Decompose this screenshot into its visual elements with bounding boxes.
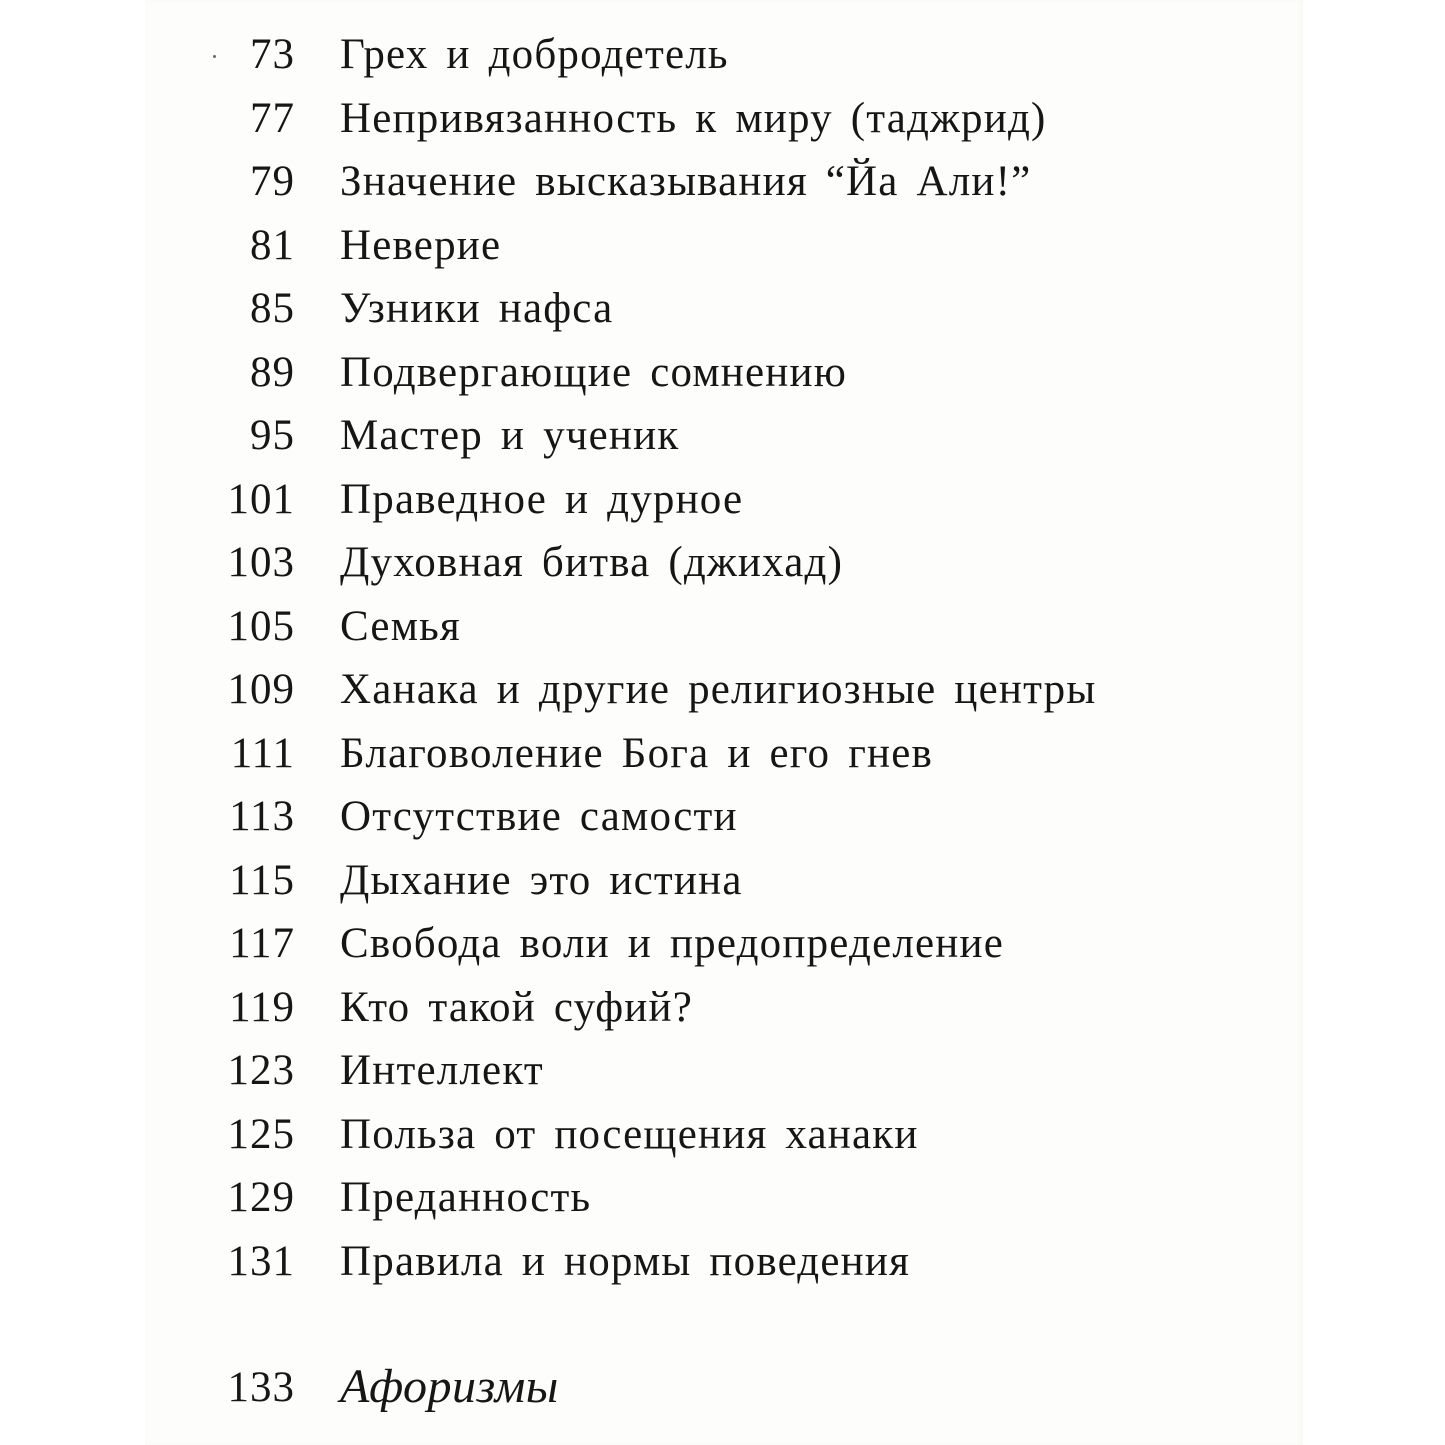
toc-title-italic: Афоризмы xyxy=(340,1360,559,1413)
toc-page-number: 105 xyxy=(227,602,295,650)
toc-entry xyxy=(145,276,1303,340)
toc-page-number: 85 xyxy=(250,285,295,332)
toc-page-number: 103 xyxy=(227,539,295,586)
toc-page-number: 79 xyxy=(250,158,295,205)
toc-entry xyxy=(145,403,1303,467)
toc-title: Мастер и ученик xyxy=(340,412,680,459)
toc-entry xyxy=(145,22,1303,86)
toc-title: Благоволение Бога и его гнев xyxy=(340,729,934,777)
toc-page-number: 115 xyxy=(229,856,295,904)
toc-entry xyxy=(145,784,1303,848)
toc-title: Значение высказывания “Йа Али!” xyxy=(340,158,1032,205)
toc-page-number: 131 xyxy=(227,1237,295,1285)
toc-page-number: 113 xyxy=(229,793,295,840)
toc-title: Грех и добродетель xyxy=(340,31,729,78)
toc-entry xyxy=(145,657,1303,721)
table-of-contents xyxy=(145,22,1303,1419)
toc-page-number: 95 xyxy=(250,412,295,459)
toc-title: Семья xyxy=(340,602,461,650)
toc-title: Неверие xyxy=(340,221,502,269)
toc-entry xyxy=(145,911,1303,975)
toc-page-number: 81 xyxy=(250,221,295,269)
toc-entry xyxy=(145,975,1303,1039)
toc-title: Дыхание это истина xyxy=(340,856,743,904)
toc-entry xyxy=(145,86,1303,150)
toc-title: Подвергающие сомнению xyxy=(340,348,848,396)
toc-page-number: 133 xyxy=(227,1364,295,1411)
toc-title: Преданность xyxy=(340,1174,592,1221)
toc-title: Кто такой суфий? xyxy=(340,983,694,1031)
toc-title: Узники нафса xyxy=(340,285,614,332)
toc-title: Интеллект xyxy=(340,1047,544,1094)
toc-title: Духовная битва (джихад) xyxy=(340,539,844,586)
toc-title: Польза от посещения ханаки xyxy=(340,1110,919,1158)
toc-entry xyxy=(145,848,1303,912)
toc-title: Свобода воли и предопределение xyxy=(340,920,1005,967)
toc-page-number: 119 xyxy=(229,983,295,1031)
toc-entry xyxy=(145,1102,1303,1166)
toc-page-number: 89 xyxy=(250,348,295,396)
toc-entry xyxy=(145,1229,1303,1293)
toc-page-number: 125 xyxy=(227,1110,295,1158)
section-gap xyxy=(145,1292,1303,1355)
toc-page-number: 111 xyxy=(230,729,295,777)
toc-entry xyxy=(145,149,1303,213)
toc-entry xyxy=(145,530,1303,594)
toc-entry xyxy=(145,467,1303,531)
toc-title: Правила и нормы поведения xyxy=(340,1237,911,1285)
toc-page-number: 109 xyxy=(227,666,295,713)
toc-page-number: 123 xyxy=(227,1047,295,1094)
toc-title: Отсутствие самости xyxy=(340,793,738,840)
toc-title: Непривязанность к миру (таджрид) xyxy=(340,94,1047,142)
toc-page-number: 73 xyxy=(250,31,295,78)
toc-entry xyxy=(145,594,1303,658)
toc-entry xyxy=(145,213,1303,277)
toc-page-number: 77 xyxy=(250,94,295,142)
toc-entry xyxy=(145,1165,1303,1229)
toc-page-number: 129 xyxy=(227,1174,295,1221)
toc-title: Праведное и дурное xyxy=(340,475,744,523)
toc-entry xyxy=(145,721,1303,785)
toc-page-number: 117 xyxy=(229,920,295,967)
toc-entry xyxy=(145,1038,1303,1102)
toc-entry xyxy=(145,340,1303,404)
toc-page-number: 101 xyxy=(227,475,295,523)
toc-entry-aphorisms xyxy=(145,1355,1303,1419)
toc-title: Ханака и другие религиозные центры xyxy=(340,666,1097,713)
